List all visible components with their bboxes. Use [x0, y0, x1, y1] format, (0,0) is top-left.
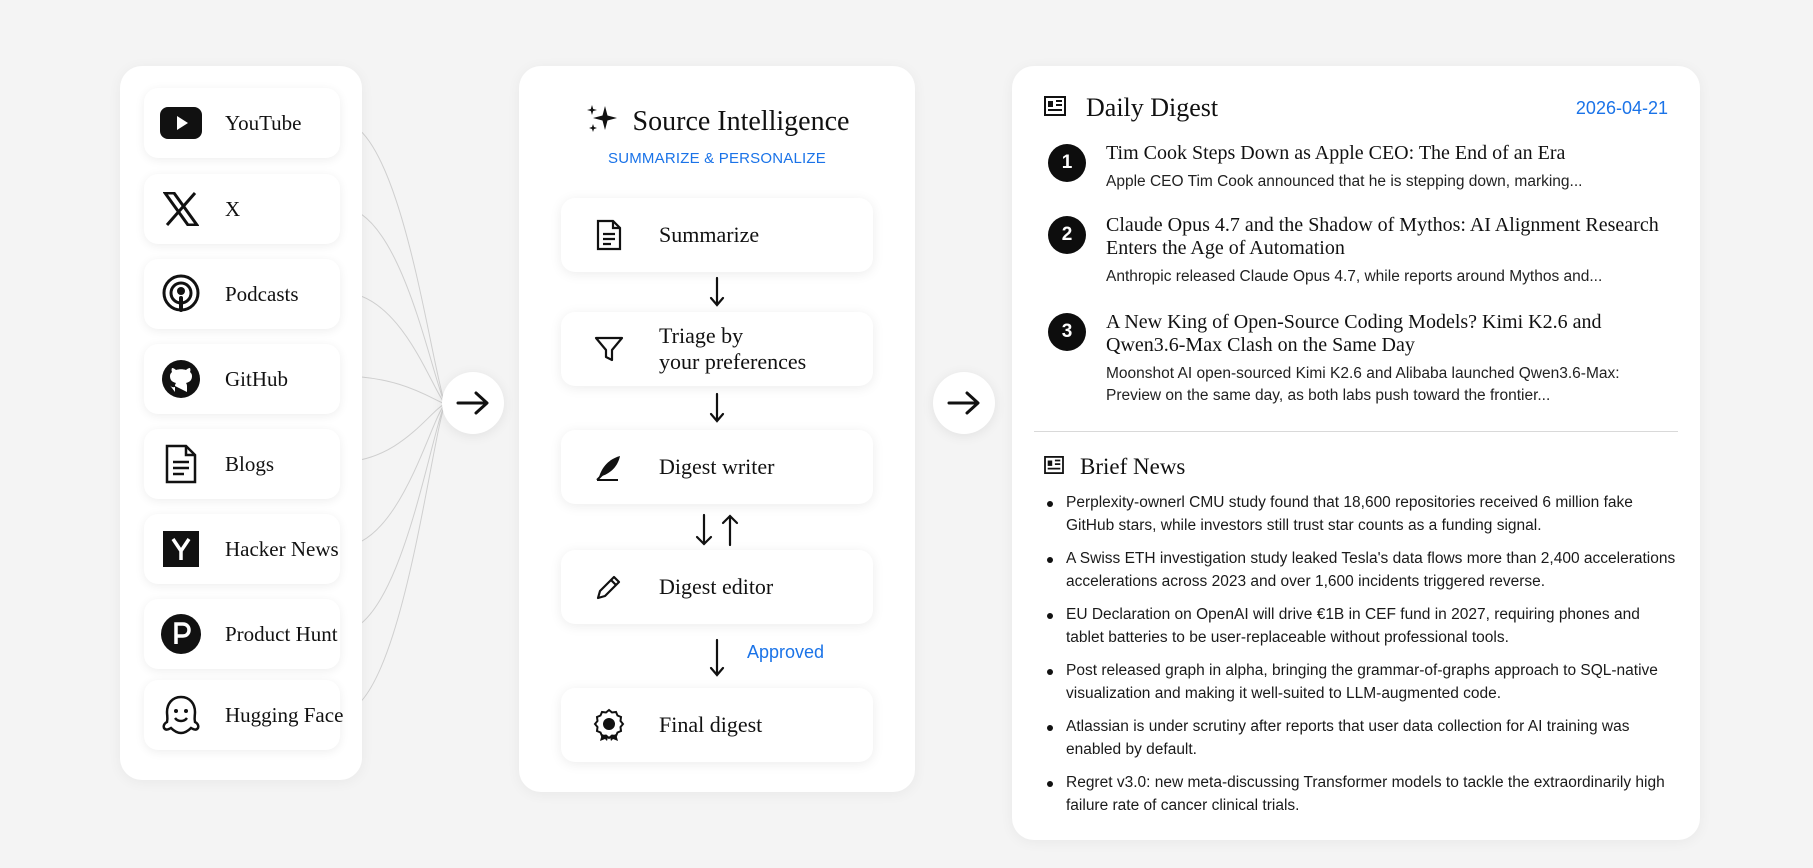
quill-icon [589, 447, 629, 487]
brief-news-title: Brief News [1080, 454, 1186, 479]
digest-panel [1012, 66, 1700, 840]
github-icon [159, 357, 203, 401]
story-title: Tim Cook Steps Down as Apple CEO: The End of an Era [1106, 142, 1566, 164]
sparkle-icon [585, 102, 619, 141]
section-divider [1034, 431, 1678, 432]
step-label: Digest editor [659, 574, 774, 599]
step-label: Final digest [659, 712, 763, 737]
award-icon [589, 705, 629, 745]
source-label: GitHub [225, 366, 288, 391]
sources-panel [120, 66, 362, 780]
document-icon [159, 442, 203, 486]
step-summarize[interactable] [561, 198, 873, 272]
source-card-hacker-news[interactable] [144, 514, 340, 584]
story-summary: Moonshot AI open-sourced Kimi K2.6 and Alibaba launched Qwen3.6-Max: Preview on the same day, as both labs push toward the frontier... [1106, 365, 1620, 404]
list-item[interactable]: Perplexity-ownerl CMU study found that 18,600 repositories received 6 million fake GitHub stars, while investors still trust star counts as a funding signal. [1046, 492, 1676, 537]
source-card-blogs[interactable] [144, 429, 340, 499]
source-card-youtube[interactable] [144, 88, 340, 158]
pipeline-panel [519, 66, 915, 792]
arrow-right-icon [456, 391, 490, 415]
pipeline-title: Source Intelligence [632, 105, 850, 137]
brief-news-header [1044, 449, 1185, 485]
list-item[interactable]: Regret v3.0: new meta-discussing Transformer models to tackle the extraordinarily high failure rate of cancer clinical trials. [1046, 772, 1676, 817]
product-hunt-icon [159, 612, 203, 656]
flow-arrow-circle [933, 372, 995, 434]
source-label: Blogs [225, 451, 275, 476]
digest-header [1044, 86, 1668, 130]
filter-icon [589, 329, 629, 369]
source-card-x[interactable] [144, 174, 340, 244]
list-item[interactable]: Atlassian is under scrutiny after reports that user data collection for AI training was enabled by default. [1046, 716, 1676, 761]
story-number: 2 [1048, 216, 1086, 254]
source-card-product-hunt[interactable] [144, 599, 340, 669]
podcasts-icon [159, 272, 203, 316]
x-icon [159, 187, 203, 231]
newspaper-icon [1044, 96, 1066, 121]
source-label: Product Hunt [225, 621, 338, 646]
step-triage[interactable] [561, 312, 873, 386]
source-label: Podcasts [225, 281, 299, 306]
pipeline-header [519, 102, 915, 141]
youtube-icon [159, 101, 203, 145]
digest-date: 2026-04-21 [1575, 97, 1668, 118]
source-label: X [225, 196, 241, 221]
source-card-github[interactable] [144, 344, 340, 414]
source-label: Hugging Face [225, 702, 344, 727]
arrow-down-icon [709, 638, 725, 678]
source-card-podcasts[interactable] [144, 259, 340, 329]
hugging-face-icon [159, 693, 203, 737]
list-item[interactable]: Post released graph in alpha, bringing the grammar-of-graphs approach to SQL-native visualization and making it well-suited to LLM-augmented code. [1046, 660, 1676, 705]
story-summary: Anthropic released Claude Opus 4.7, while reports around Mythos and... [1106, 268, 1603, 285]
source-label: YouTube [225, 110, 302, 135]
list-item[interactable]: A Swiss ETH investigation study leaked Tesla's data flows more than 2,400 accelerations accelerations across 2023 and over 1,600 incidents triggered reverse. [1046, 548, 1676, 593]
story-number: 1 [1048, 144, 1086, 182]
step-label: Triage by your preferences [659, 323, 807, 374]
step-final-digest[interactable] [561, 688, 873, 762]
step-label: Summarize [659, 222, 760, 247]
arrow-down-icon [709, 392, 725, 424]
arrow-right-icon [947, 391, 981, 415]
story-summary: Apple CEO Tim Cook announced that he is stepping down, marking... [1106, 173, 1583, 190]
story-title: A New King of Open-Source Coding Models? Kimi K2.6 and Qwen3.6-Max Clash on the Same Day [1106, 311, 1602, 356]
list-item[interactable]: EU Declaration on OpenAI will drive €1B in CEF fund in 2027, requiring phones and tablet batteries to be user-replaceable without professional tools. [1046, 604, 1676, 649]
source-label: Hacker News [225, 536, 339, 561]
source-card-hugging-face[interactable] [144, 680, 344, 750]
story-item[interactable] [1048, 214, 1672, 288]
flow-arrow-circle [442, 372, 504, 434]
pencil-icon [589, 567, 629, 607]
arrows-up-down-icon [692, 512, 742, 548]
story-number: 3 [1048, 313, 1086, 351]
step-digest-editor[interactable] [561, 550, 873, 624]
newspaper-icon [1044, 456, 1064, 479]
story-item[interactable] [1048, 142, 1672, 193]
digest-title: Daily Digest [1086, 93, 1219, 122]
step-label: Digest writer [659, 454, 775, 479]
document-icon [589, 215, 629, 255]
story-item[interactable] [1048, 311, 1672, 407]
hacker-news-icon [159, 527, 203, 571]
pipeline-subtitle: SUMMARIZE & PERSONALIZE [608, 150, 826, 167]
step-digest-writer[interactable] [561, 430, 873, 504]
arrow-down-icon [709, 276, 725, 308]
brief-news-list [1046, 492, 1676, 828]
approved-label: Approved [747, 642, 825, 662]
story-title: Claude Opus 4.7 and the Shadow of Mythos: AI Alignment Research Enters the Age of Automation [1106, 214, 1659, 259]
